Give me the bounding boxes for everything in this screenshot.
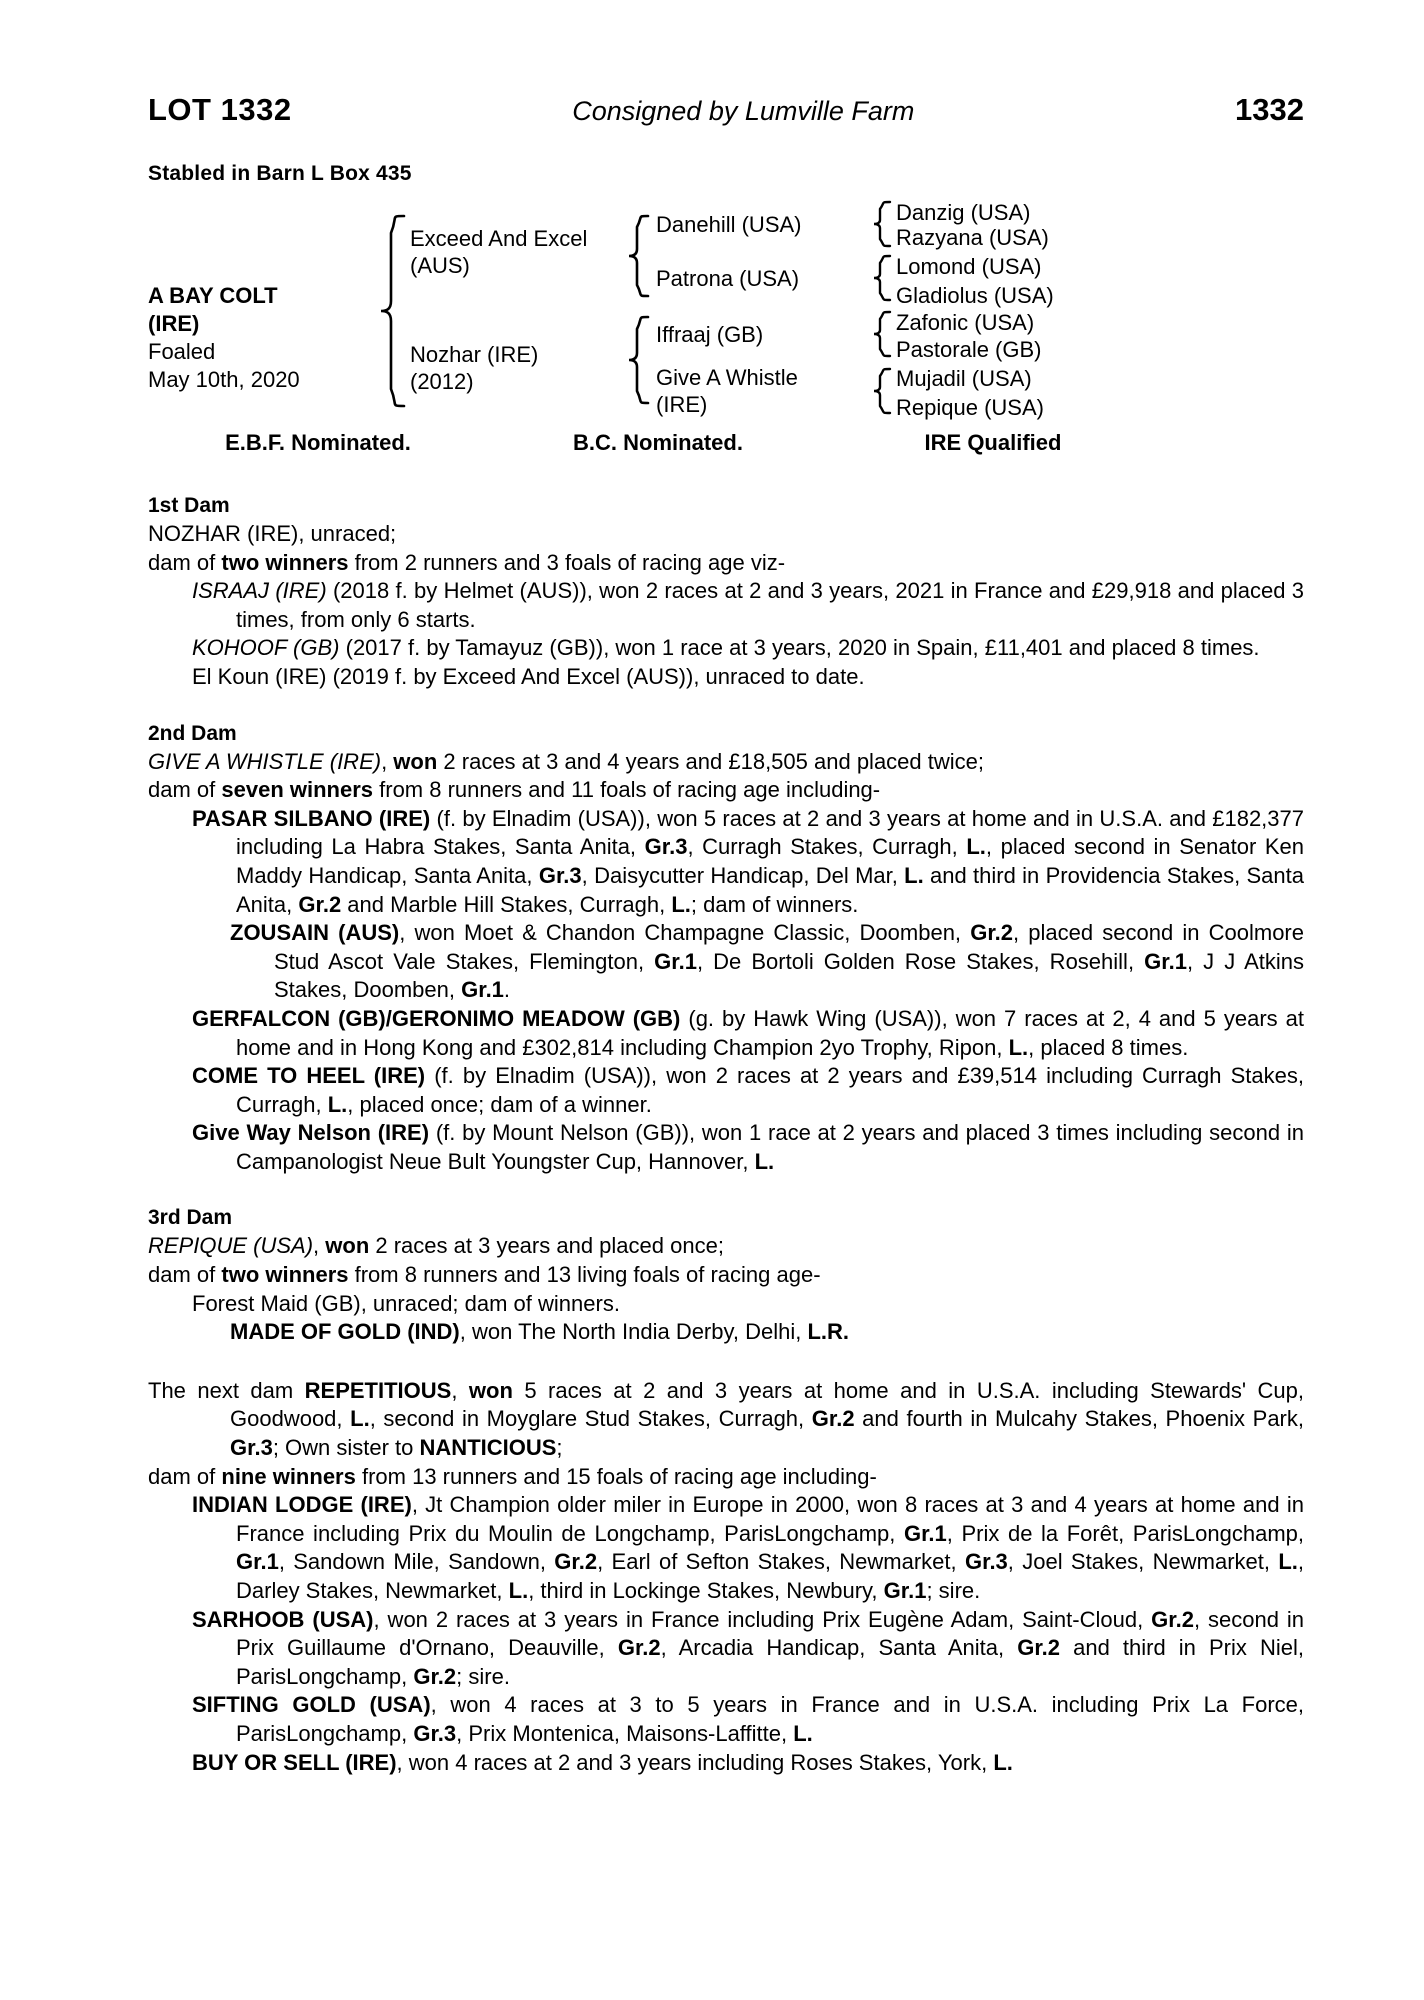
- first-dam-line-4: El Koun (IRE) (2019 f. by Exceed And Excel (AUS)), unraced to date.: [192, 663, 865, 689]
- sire-of-sire: Danehill (USA): [656, 211, 802, 237]
- dam-of-dam-line1: Give A Whistle: [656, 365, 798, 391]
- brace-gg1-icon: [871, 200, 893, 250]
- second-dam-title: 2nd Dam: [148, 721, 237, 745]
- next-dam-line-5: BUY OR SELL (IRE), won 4 races at 2 and 3 years including Roses Stakes, York, L.: [192, 1749, 1013, 1775]
- third-dam-line-3: MADE OF GOLD (IND), won The North India Derby, Delhi, L.R.: [230, 1319, 850, 1345]
- ggp-3: Lomond (USA): [896, 254, 1042, 280]
- third-dam-line-2: Forest Maid (GB), unraced; dam of winners.: [192, 1290, 620, 1316]
- ggp-7: Mujadil (USA): [896, 366, 1032, 392]
- third-dam-line-0: REPIQUE (USA), won 2 races at 3 years and placed once;: [148, 1233, 724, 1259]
- stabling-info: Stabled in Barn L Box 435: [148, 162, 412, 185]
- brace-gg3-icon: [871, 308, 893, 362]
- lot-label: LOT 1332: [148, 92, 292, 127]
- pedigree-grandparents: [656, 200, 868, 422]
- subject-name-line2: (IRE): [148, 310, 200, 336]
- brace-level3-group: [868, 200, 896, 422]
- second-dam-line-4: GERFALCON (GB)/GERONIMO MEADOW (GB) (g. by Hawk Wing (USA)), won 7 races at 2, 4 and 5 years at home and in Hong Kong and £302,814 including Champion 2yo Trophy, Ripon, L., placed 8 times.: [192, 1005, 1304, 1060]
- next-dam-line-3: SARHOOB (USA), won 2 races at 3 years in France including Prix Eugène Adam, Saint-Cloud, Gr.2, second in Prix Guillaume d'Ornano, Deauville, Gr.2, Arcadia Handicap, Santa Anita, Gr.2 and third in Prix Niel, ParisLongchamp, Gr.2; sire.: [192, 1606, 1305, 1689]
- foaled-date: May 10th, 2020: [148, 367, 300, 393]
- ebf-nomination: E.B.F. Nominated.: [225, 430, 411, 455]
- first-dam-line-3: KOHOOF (GB) (2017 f. by Tamayuz (GB)), won 1 race at 3 years, 2020 in Spain, £11,401 and placed 8 times.: [192, 635, 1260, 661]
- next-dam-line-1: dam of nine winners from 13 runners and 15 foals of racing age including-: [148, 1463, 877, 1489]
- ggp-2: Razyana (USA): [896, 225, 1049, 251]
- ggp-4: Gladiolus (USA): [896, 283, 1054, 309]
- page-header: [148, 92, 1304, 128]
- brace-level1-icon: [376, 200, 410, 422]
- third-dam-section: [148, 1206, 1304, 1346]
- dam-name-line2: (2012): [410, 369, 474, 394]
- dam-name-line1: Nozhar (IRE): [410, 342, 539, 368]
- brace-sire-icon: [626, 210, 652, 302]
- subject-name-line1: A BAY COLT: [148, 282, 278, 308]
- second-dam-section: [148, 722, 1304, 1177]
- nominations-row: [148, 430, 1304, 456]
- second-dam-line-0: GIVE A WHISTLE (IRE), won 2 races at 3 and 4 years and £18,505 and placed twice;: [148, 748, 984, 774]
- bc-nomination: B.C. Nominated.: [573, 430, 743, 455]
- second-dam-line-2: PASAR SILBANO (IRE) (f. by Elnadim (USA)), won 5 races at 2 and 3 years at home and in U.S.A. and £182,377 including La Habra Stakes, Santa Anita, Gr.3, Curragh Stakes, Curragh, L., placed second in Senator Ken Maddy Handicap, Santa Anita, Gr.3, Daisycutter Handicap, Del Mar, L. and third in Providencia Stakes, Santa Anita, Gr.2 and Marble Hill Stakes, Curragh, L.; dam of winners.: [192, 805, 1305, 917]
- sire-name-line1: Exceed And Excel: [410, 226, 588, 252]
- first-dam-title: 1st Dam: [148, 494, 230, 517]
- brace-dam-icon: [626, 308, 652, 412]
- first-dam-section: [148, 494, 1304, 692]
- brace-gg4-icon: [871, 362, 893, 422]
- first-dam-line-2: ISRAAJ (IRE) (2018 f. by Helmet (AUS)), won 2 races at 2 and 3 years, 2021 in France and £29,918 and placed 3 times, from only 6 starts.: [192, 578, 1304, 632]
- next-dam-line-2: INDIAN LODGE (IRE), Jt Champion older miler in Europe in 2000, won 8 races at 3 and 4 years at home and in France including Prix du Moulin de Longchamp, ParisLongchamp, Gr.1, Prix de la Forêt, ParisLongchamp, Gr.1, Sandown Mile, Sandown, Gr.2, Earl of Sefton Stakes, Newmarket, Gr.3, Joel Stakes, Newmarket, L., Darley Stakes, Newmarket, L., third in Lockinge Stakes, Newbury, Gr.1; sire.: [192, 1492, 1304, 1603]
- third-dam-line-1: dam of two winners from 8 runners and 13 living foals of racing age-: [148, 1262, 821, 1288]
- ire-qualified: IRE Qualified: [924, 430, 1062, 455]
- dam-of-dam-line2: (IRE): [656, 392, 708, 417]
- second-dam-line-1: dam of seven winners from 8 runners and 11 foals of racing age including-: [148, 777, 881, 803]
- first-dam-line-1: dam of two winners from 2 runners and 3 foals of racing age viz-: [148, 549, 786, 575]
- next-dam-section: [148, 1377, 1304, 1777]
- sire-of-dam: Iffraaj (GB): [656, 321, 764, 347]
- second-dam-line-3: ZOUSAIN (AUS), won Moet & Chandon Champagne Classic, Doomben, Gr.2, placed second in Coolmore Stud Ascot Vale Stakes, Flemington, Gr.1, De Bortoli Golden Rose Stakes, Rosehill, Gr.1, J J Atkins Stakes, Doomben, Gr.1.: [230, 920, 1304, 1003]
- pedigree-parents: [410, 200, 622, 422]
- pedigree-great-grandparents: [896, 200, 1126, 422]
- second-dam-line-5: COME TO HEEL (IRE) (f. by Elnadim (USA)), won 2 races at 2 years and £39,514 including Curragh Stakes, Curragh, L., placed once; dam of a winner.: [192, 1063, 1304, 1117]
- second-dam-line-6: Give Way Nelson (IRE) (f. by Mount Nelson (GB)), won 1 race at 2 years and placed 3 times including second in Campanologist Neue Bult Youngster Cup, Hannover, L.: [192, 1120, 1304, 1174]
- first-dam-line-0: NOZHAR (IRE), unraced;: [148, 521, 397, 546]
- pedigree-subject: [148, 200, 376, 422]
- brace-gg2-icon: [871, 250, 893, 308]
- sire-name-line2: (AUS): [410, 253, 470, 278]
- third-dam-title: 3rd Dam: [148, 1206, 233, 1230]
- ggp-5: Zafonic (USA): [896, 310, 1035, 336]
- ggp-8: Repique (USA): [896, 395, 1044, 421]
- ggp-6: Pastorale (GB): [896, 337, 1042, 363]
- ggp-1: Danzig (USA): [896, 200, 1031, 226]
- next-dam-line-4: SIFTING GOLD (USA), won 4 races at 3 to 5 years in France and in U.S.A. including Prix La Force, ParisLongchamp, Gr.3, Prix Montenica, Maisons-Laffitte, L.: [192, 1692, 1305, 1746]
- lot-number: 1332: [1235, 92, 1304, 127]
- pedigree-table: [148, 200, 1304, 422]
- foaled-label: Foaled: [148, 339, 216, 364]
- consignor-name: Consigned by Lumville Farm: [572, 96, 915, 126]
- next-dam-line-0: The next dam REPETITIOUS, won 5 races at 2 and 3 years at home and in U.S.A. including Stewards' Cup, Goodwood, L., second in Moyglare Stud Stakes, Curragh, Gr.2 and fourth in Mulcahy Stakes, Phoenix Park, Gr.3; Own sister to NANTICIOUS;: [148, 1377, 1304, 1461]
- dam-of-sire: Patrona (USA): [656, 265, 800, 291]
- brace-level2-group: [622, 200, 656, 422]
